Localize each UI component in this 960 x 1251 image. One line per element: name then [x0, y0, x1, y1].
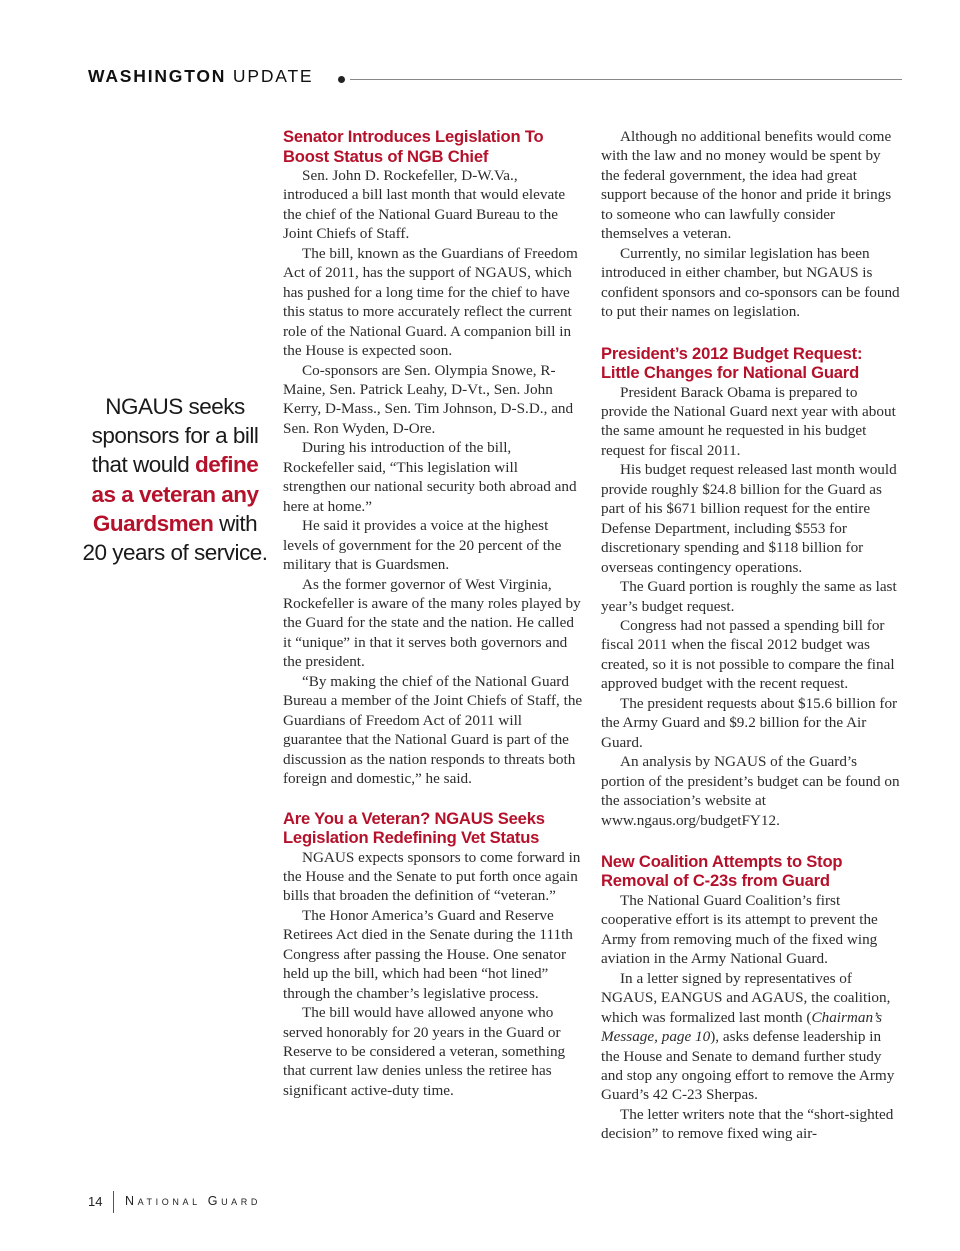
paragraph: During his introduction of the bill, Rockefeller said, “This legislation will strengthen our national security both abroad and here at home.” [283, 439, 577, 515]
article-veteran-continued [601, 127, 901, 322]
page-header [88, 66, 902, 96]
paragraph: Currently, no similar legislation has been introduced in either chamber, but NGAUS is confident sponsors and co-sponsors can be found to put their names on legislation. [601, 244, 900, 321]
paragraph-text: In a letter signed by representatives of NGAUS, EANGUS and AGAUS, the coalition, which was formalized last month ( [601, 969, 891, 1026]
headline-budget: President’s 2012 Budget Request: Little Changes for National Guard [601, 343, 863, 383]
headline-coalition: New Coalition Attempts to Stop Removal of C-23s from Guard [601, 851, 843, 891]
pull-quote-after: with 20 years of service. [82, 510, 268, 566]
magazine-name: National Guard [125, 1194, 261, 1208]
paragraph: President Barack Obama is prepared to provide the National Guard next year with about the same amount he requested in his budget request for fiscal 2011. [601, 383, 896, 459]
article-coalition [601, 852, 901, 1144]
article-budget [601, 344, 901, 830]
section-title-bold: WASHINGTON [88, 66, 227, 86]
headline-senator: Senator Introduces Legislation To Boost Status of NGB Chief [283, 127, 544, 166]
paragraph: An analysis by NGAUS of the Guard’s portion of the president’s budget can be found on the association’s website at www.ngaus.org/budgetFY12. [601, 753, 900, 829]
paragraph: “By making the chief of the National Guard Bureau a member of the Joint Chiefs of Staff, the Guardians of Freedom Act of 2011 will guarantee that the National Guard is part of the discussion as the nation responds to threats both foreign and domestic,” he said. [283, 672, 583, 788]
paragraph: The bill, known as the Guardians of Freedom Act of 2011, has the support of NGAUS, which has pushed for a long time for the chief to have this status to more accurately reflect the current role of the National Guard. A companion bill in the House is expected soon. [283, 244, 578, 360]
paragraph: Sen. John D. Rockefeller, D-W.Va., introduced a bill last month that would elevate the chief of the National Guard Bureau to the Joint Chiefs of Staff. [283, 167, 566, 243]
pull-quote-before: NGAUS seeks sponsors for a bill that would [91, 394, 259, 478]
paragraph: He said it provides a voice at the highest levels of government for the 20 percent of the military that is Guardsmen. [283, 517, 562, 574]
paragraph: As the former governor of West Virginia, Rockefeller is aware of the many roles played by the Guard for the state and the nation. He called it “unique” in that it serves both governors and the president. [283, 575, 581, 671]
article-senator [283, 127, 583, 789]
header-rule [350, 79, 902, 80]
paragraph: Co-sponsors are Sen. Olympia Snowe, R-Maine, Sen. Patrick Leahy, D-Vt., Sen. John Kerry, D-Mass., Sen. Tim Johnson, D-S.D., and Sen. Ron Wyden, D-Ore. [283, 361, 574, 437]
paragraph: The president requests about $15.6 billion for the Army Guard and $9.2 billion for the Air Guard. [601, 694, 898, 751]
paragraph: NGAUS expects sponsors to come forward in the House and the Senate to put forth once again bills that broaden the definition of “veteran.” [283, 848, 581, 905]
column-right [601, 127, 901, 1144]
section-title-light: UPDATE [232, 66, 314, 86]
paragraph [601, 969, 901, 1105]
bullet-icon [338, 76, 345, 83]
page-number: 14 [88, 1194, 103, 1209]
pull-quote [80, 392, 270, 567]
article-veteran [283, 809, 583, 1101]
headline-veteran: Are You a Veteran? NGAUS Seeks Legislation Redefining Vet Status [283, 808, 545, 847]
paragraph: The bill would have allowed anyone who served honorably for 20 years in the Guard or Reserve to be considered a veteran, something that current law denies unless the retiree has significant active-duty time. [283, 1004, 566, 1099]
paragraph: The Guard portion is roughly the same as last year’s budget request. [601, 578, 897, 615]
paragraph: The National Guard Coalition’s first cooperative effort is its attempt to prevent the Army from removing much of the fixed wing aviation in the Army National Guard. [601, 891, 878, 968]
column-left [283, 127, 583, 1100]
paragraph: His budget request released last month would provide roughly $24.8 billion for the Guard as part of his $671 billion request for the entire Defense Department, including $553 for discretionary spending and $118 billion for overseas contingency operations. [601, 461, 897, 576]
pull-quote-highlight: define as a veteran any Guardsmen [91, 452, 259, 536]
paragraph: Although no additional benefits would come with the law and no money would be spent by the federal government, the idea had great support because of the honor and pride it brings to someone who can lawfully consider themselves a veteran. [601, 128, 892, 243]
section-title [88, 66, 313, 87]
footer-divider [113, 1191, 114, 1213]
paragraph-text: ), asks defense leadership in the House and Senate to demand further study and stop any ongoing effort to remove the Army Guard’s 42 C-23 Sherpas. [601, 1028, 895, 1104]
paragraph: The Honor America’s Guard and Reserve Retirees Act died in the Senate during the 111th Congress after passing the House. One senator held up the bill, which had been “hot lined” through the chamber’s legislative process. [283, 906, 573, 1002]
paragraph: Congress had not passed a spending bill for fiscal 2011 when the fiscal 2012 budget was created, so it is not possible to compare the final approved budget with the recent request. [601, 616, 895, 693]
cross-reference: Chairman’s Message, page 10 [601, 1008, 883, 1046]
paragraph: The letter writers note that the “short-sighted decision” to remove fixed wing air- [601, 1105, 894, 1143]
